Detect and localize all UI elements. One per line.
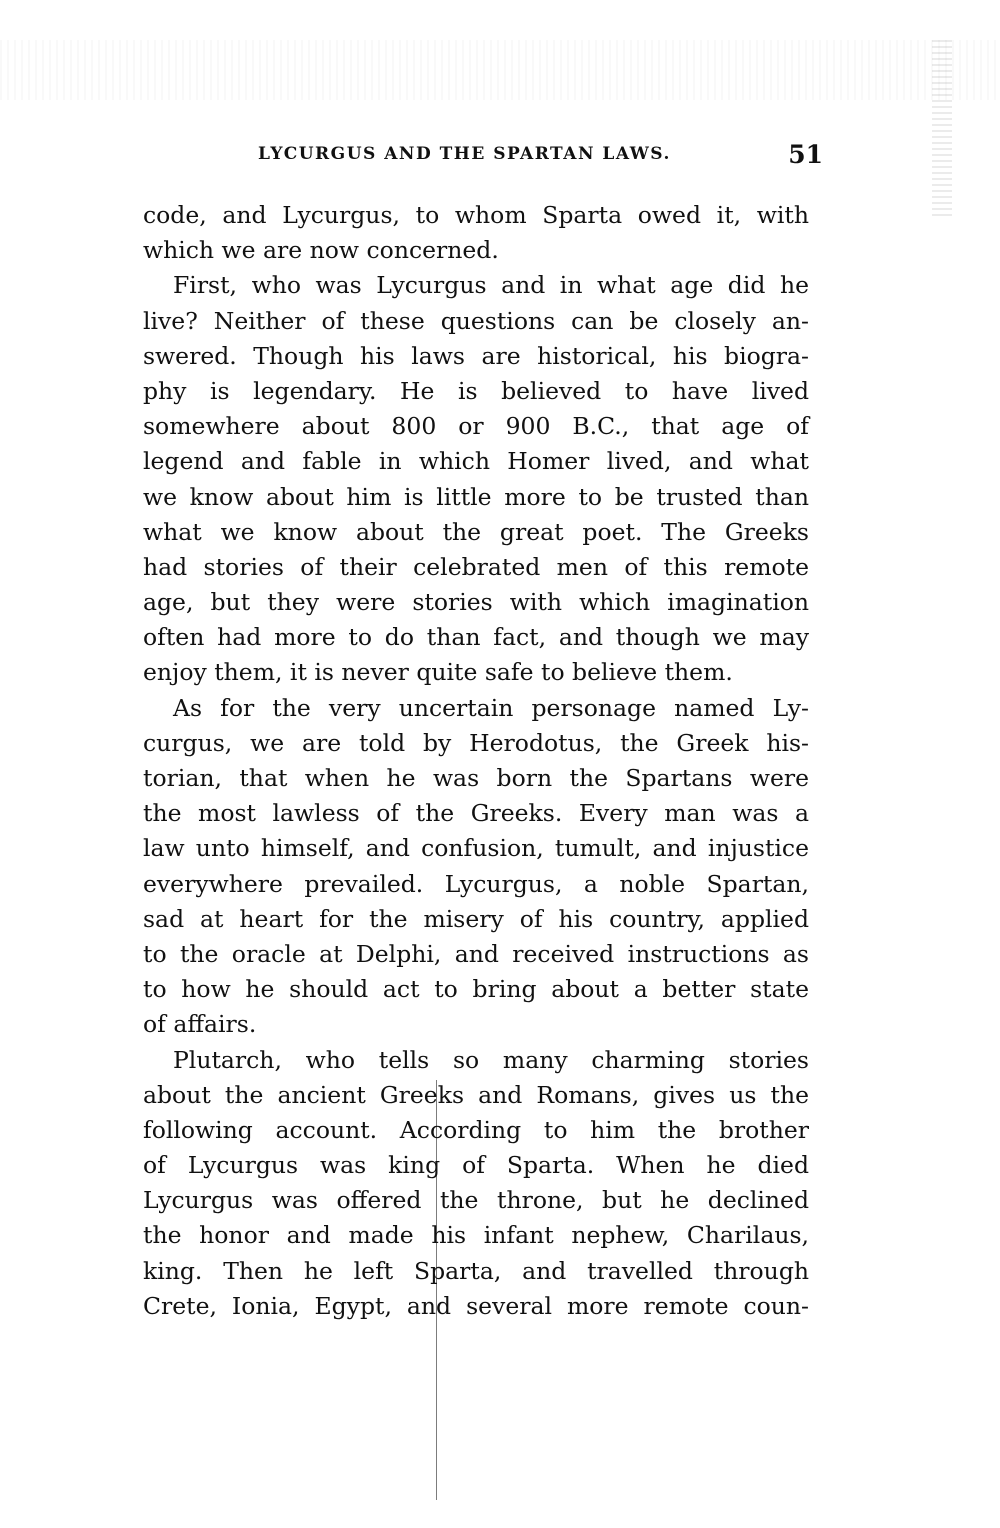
running-head: LYCURGUS AND THE SPARTAN LAWS.	[258, 144, 671, 164]
text-line: everywhere prevailed. Lycurgus, a noble Spartan,	[143, 869, 809, 898]
text-line: about the ancient Greeks and Romans, gives us the	[143, 1080, 809, 1109]
scan-artifact-edge	[932, 40, 952, 220]
text-line: the honor and made his infant nephew, Charilaus,	[143, 1221, 809, 1250]
text-line: Crete, Ionia, Egypt, and several more remote coun-	[143, 1291, 809, 1320]
text-line: to how he should act to bring about a better state	[143, 975, 809, 1004]
text-line: swered. Though his laws are historical, his biogra-	[143, 341, 809, 370]
text-line: curgus, we are told by Herodotus, the Greek his-	[143, 728, 809, 757]
text-line: As for the very uncertain personage named Ly-	[173, 693, 809, 722]
text-line: phy is legendary. He is believed to have lived	[143, 376, 809, 405]
text-line: sad at heart for the misery of his country, applied	[143, 904, 809, 933]
text-line: torian, that when he was born the Spartans were	[143, 764, 809, 792]
text-line: following account. According to him the brother	[143, 1115, 809, 1144]
text-line: of affairs.	[143, 1010, 257, 1039]
text-line: Lycurgus was offered the throne, but he declined	[143, 1186, 809, 1215]
text-line: law unto himself, and confusion, tumult, and injustice	[143, 834, 809, 863]
page-number: 51	[788, 140, 823, 169]
text-line: code, and Lycurgus, to whom Sparta owed it, with	[143, 201, 809, 229]
text-line: had stories of their celebrated men of this remote	[143, 552, 809, 581]
text-line: enjoy them, it is never quite safe to believe them.	[143, 658, 733, 687]
body-text	[143, 198, 809, 1324]
text-line: somewhere about 800 or 900 B.C., that age of	[143, 412, 809, 441]
text-line: what we know about the great poet. The Greeks	[143, 517, 809, 546]
page-header	[258, 140, 823, 172]
text-line: which we are now concerned.	[143, 236, 499, 265]
text-line: to the oracle at Delphi, and received instructions as	[143, 939, 809, 968]
text-line: legend and fable in which Homer lived, and what	[143, 447, 809, 476]
text-line: often had more to do than fact, and though we may	[143, 623, 809, 652]
text-line: Plutarch, who tells so many charming stories	[173, 1045, 809, 1074]
text-line: king. Then he left Sparta, and travelled through	[143, 1256, 809, 1285]
text-line: age, but they were stories with which imagination	[143, 588, 809, 617]
text-line: we know about him is little more to be trusted than	[143, 482, 809, 511]
text-line: the most lawless of the Greeks. Every man was a	[143, 799, 809, 828]
text-line: of Lycurgus was king of Sparta. When he died	[143, 1151, 809, 1180]
text-line: live? Neither of these questions can be closely an-	[143, 306, 809, 335]
scan-artifact-top	[0, 40, 1000, 100]
text-line: First, who was Lycurgus and in what age did he	[173, 271, 809, 300]
